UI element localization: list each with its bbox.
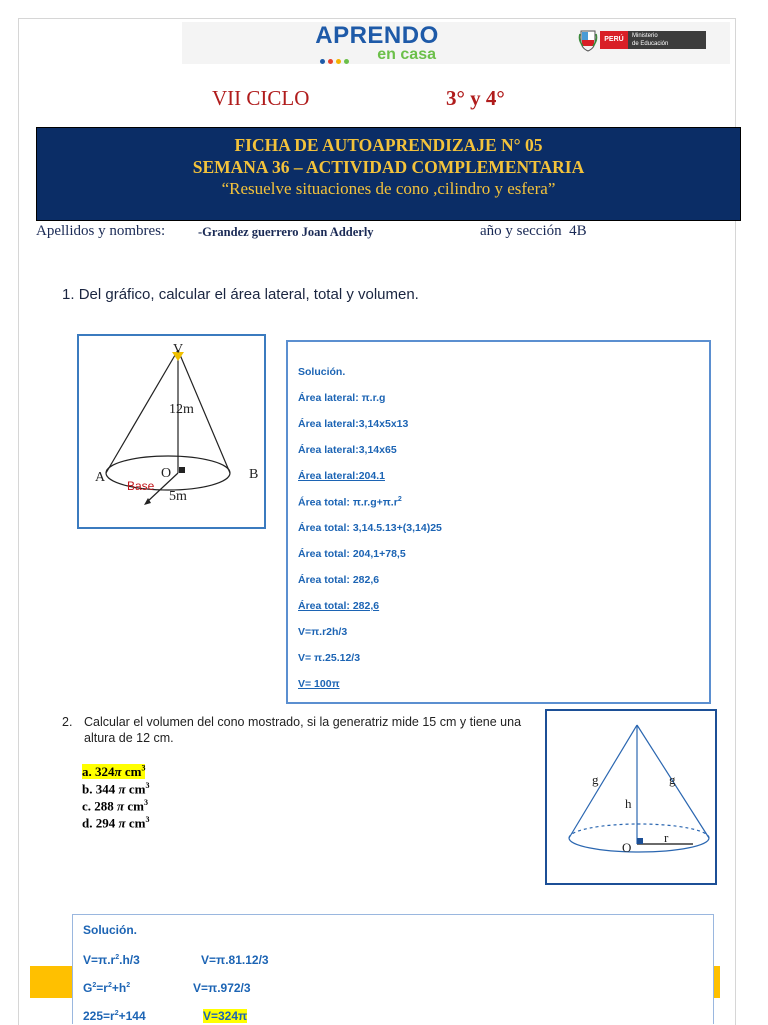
solution-1-line: Área total: 282,6 — [298, 600, 380, 612]
option-b-exp: 3 — [145, 781, 150, 790]
solution-2-title: Solución. — [83, 923, 137, 937]
option-b-unit: cm — [125, 781, 146, 797]
banner-line-3: “Resuelve situaciones de cono ,cilindro y esfera” — [221, 179, 556, 198]
cone-figure-1 — [77, 334, 266, 529]
superscript: 2 — [397, 496, 402, 503]
solution-2-text: +144 — [118, 1009, 146, 1023]
logo-dots-icon — [320, 51, 352, 69]
cone-diagram-2 — [547, 711, 715, 883]
option-b-label: b. 344 — [82, 781, 119, 797]
label-b: B — [249, 467, 259, 482]
solution-2-text: G — [83, 981, 93, 995]
solution-2-answer: V=324π — [203, 1009, 248, 1023]
option-b-pi: π — [118, 781, 126, 797]
section-value: 4B — [569, 223, 587, 239]
option-a-exp: 3 — [141, 764, 146, 773]
superscript: 2 — [107, 982, 112, 989]
question-1 — [62, 286, 419, 303]
solution-2-r2c2: V=π.972/3 — [193, 981, 251, 995]
solution-2-text: =r — [96, 981, 108, 995]
label-v: V — [173, 342, 184, 357]
solution-2-r3c2 — [203, 1009, 247, 1023]
label-radius: 5m — [169, 489, 187, 504]
question-1-number: 1. — [62, 286, 75, 303]
solution-2-r3c1 — [83, 1009, 146, 1023]
option-c-label: c. 288 — [82, 798, 118, 814]
banner-line-2: SEMANA 36 – ACTIVIDAD COMPLEMENTARIA — [192, 157, 585, 177]
superscript: 2 — [115, 954, 120, 961]
label-height: 12m — [169, 402, 194, 417]
solution-1-line: Área total: 282,6 — [298, 574, 380, 586]
peru-crest-icon — [578, 28, 598, 52]
cone-diagram-1 — [79, 336, 264, 527]
solution-2-r1c2: V=π.81.12/3 — [201, 953, 269, 967]
solution-2-text: .h/3 — [119, 953, 140, 967]
logo-main-text: APRENDO — [315, 22, 439, 49]
option-a-unit: cm — [121, 764, 142, 780]
option-a-pi: π — [114, 764, 122, 780]
solution-1-line-text: Área total: π.r.g+π.r — [298, 496, 398, 509]
question-2-text: Calcular el volumen del cono mostrado, si la generatriz mide 15 cm y tiene una altura de 12 cm. — [84, 715, 522, 745]
label-a: A — [95, 470, 106, 485]
label-base: Base — [127, 479, 155, 493]
ministry-logo — [578, 28, 706, 52]
title-banner — [36, 127, 741, 221]
option-c-exp: 3 — [144, 798, 148, 807]
ministry-label — [628, 31, 706, 49]
option-d-pi: π — [118, 815, 126, 831]
solution-1-line: Área total: 3,14.5.13+(3,14)25 — [298, 522, 442, 534]
option-a — [82, 764, 145, 780]
solution-1-line: Área total: 204,1+78,5 — [298, 548, 406, 560]
solution-2-r1c1 — [83, 953, 140, 967]
option-d-exp: 3 — [145, 815, 150, 824]
student-name-label: Apellidos y nombres: — [36, 223, 166, 239]
superscript: 2 — [92, 982, 97, 989]
label-g-left: g — [592, 772, 599, 787]
solution-1-line: V= π.25.12/3 — [298, 652, 361, 664]
label-h: h — [625, 796, 632, 811]
option-c-unit: cm — [124, 798, 144, 814]
solution-1-line — [298, 496, 402, 509]
peru-label: PERÚ — [600, 31, 628, 49]
banner-line-1: FICHA DE AUTOAPRENDIZAJE N° 05 — [234, 135, 543, 155]
solution-box-2 — [72, 914, 714, 1024]
solution-1-line: Área lateral:3,14x65 — [298, 444, 397, 456]
solution-box-1 — [286, 340, 711, 704]
option-c — [82, 798, 148, 814]
label-o: O — [161, 466, 172, 481]
label-g-right: g — [669, 772, 676, 787]
aprendo-en-casa-logo — [312, 22, 442, 63]
solution-2-text: 225=r — [83, 1009, 115, 1023]
solution-1-line: Área lateral:3,14x5x13 — [298, 418, 409, 430]
solution-2-text: V=π.r — [83, 953, 116, 967]
solution-2-r2c1 — [83, 981, 130, 995]
grado-title: 3° y 4° — [446, 86, 505, 110]
option-b — [82, 781, 149, 797]
label-r: r — [664, 830, 669, 845]
ciclo-title: VII CICLO — [212, 86, 310, 110]
question-2-number: 2. — [62, 715, 73, 729]
logo-sub-text: en casa — [377, 46, 436, 63]
superscript: 2 — [114, 1010, 119, 1017]
solution-1-line: Área lateral:204.1 — [298, 470, 385, 482]
option-c-pi: π — [117, 798, 125, 814]
ministry-label-line1: Ministerio — [632, 33, 658, 39]
question-1-text: Del gráfico, calcular el área lateral, total y volumen. — [78, 286, 419, 303]
solution-1-line: V=π.r2h/3 — [298, 626, 348, 638]
section-field — [480, 223, 587, 240]
option-d — [82, 815, 149, 831]
solution-1-title: Solución. — [298, 366, 346, 378]
option-d-unit: cm — [125, 815, 146, 831]
cone-figure-2 — [545, 709, 717, 885]
option-d-label: d. 294 — [82, 815, 119, 831]
solution-2-text: +h — [111, 981, 127, 995]
section-label: año y sección — [480, 223, 562, 239]
solution-1-line: V= 100π — [298, 678, 340, 690]
student-name-value: -Grandez guerrero Joan Adderly — [198, 225, 374, 239]
option-a-label: a. 324 — [82, 764, 115, 780]
label-o: O — [622, 840, 632, 855]
solution-1-line: Área lateral: π.r.g — [298, 392, 386, 404]
superscript: 2 — [126, 982, 131, 989]
ministry-label-line2: de Educación — [632, 41, 669, 47]
